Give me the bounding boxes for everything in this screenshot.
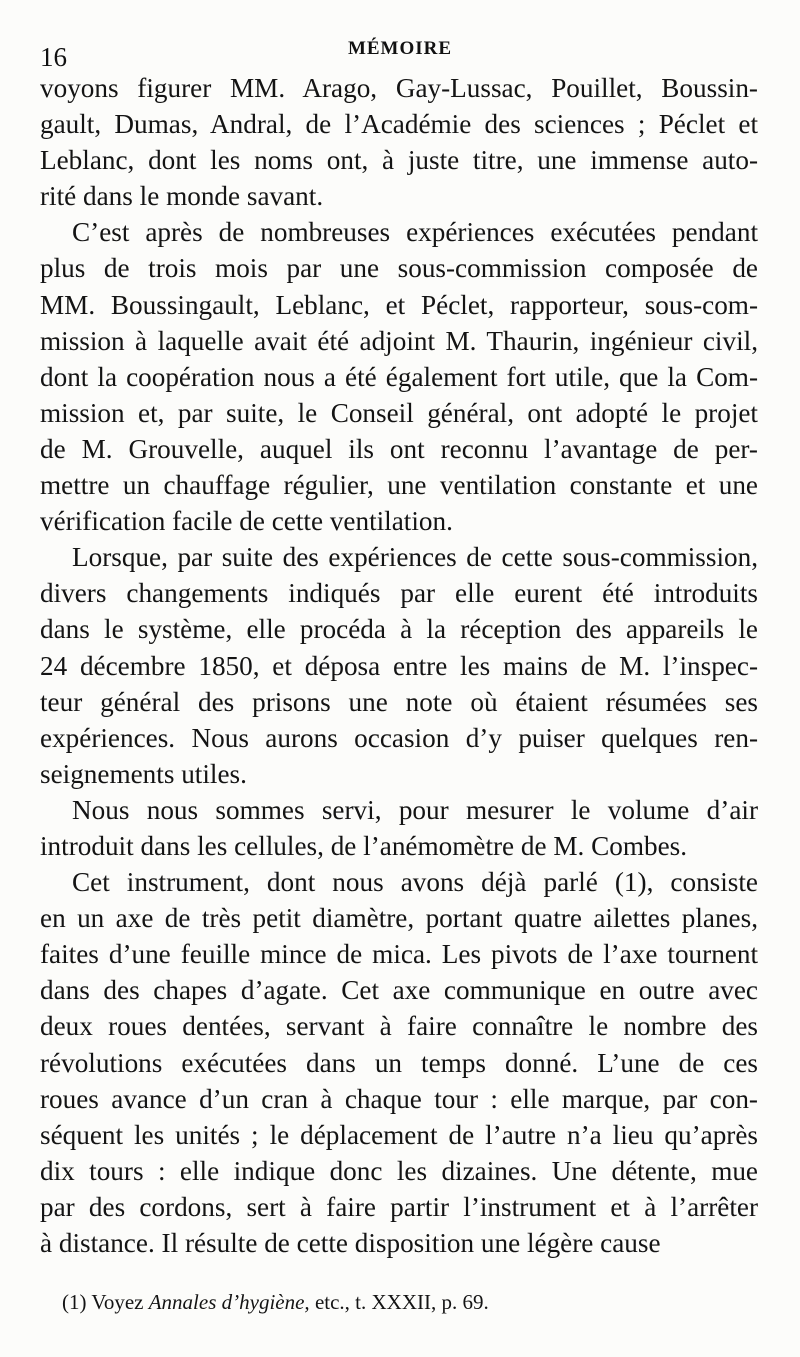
text-line: voyons figurer MM. Arago, Gay-Lussac, Pouillet, Boussin- (40, 73, 758, 103)
text-line: dix tours : elle indique donc les dizaines. Une détente, mue (40, 1155, 758, 1186)
text-line: teur général des prisons une note où étaient résumées ses (40, 686, 758, 717)
footnote-italic-title: Annales d’hygiène, (148, 1290, 310, 1314)
text-line: gault, Dumas, Andral, de l’Académie des sciences ; Péclet et (40, 109, 758, 140)
paragraph (40, 792, 758, 864)
text-line: de M. Grouvelle, auquel ils ont reconnu l’avantage de per- (40, 433, 758, 464)
text-line: dans le système, elle procéda à la réception des appareils le (40, 614, 758, 645)
footnote-text-after: etc., t. XXXII, p. 69. (314, 1290, 489, 1314)
text-line: deux roues dentées, servant à faire connaître le nombre des (40, 1011, 758, 1042)
paragraph (40, 864, 758, 1261)
paragraph (40, 539, 758, 792)
text-line: révolutions exécutées dans un temps donné. L’une de ces (40, 1047, 758, 1078)
text-line: Nous nous sommes servi, pour mesurer le volume d’air (72, 794, 758, 825)
text-line: dont la coopération nous a été également fort utile, que la Com- (40, 361, 758, 392)
text-line: Cet instrument, dont nous avons déjà parlé (1), consiste (72, 867, 758, 898)
text-line: en un axe de très petit diamètre, portant quatre ailettes planes, (40, 903, 758, 934)
footnote-text-before: Voyez (91, 1290, 144, 1314)
text-line: Leblanc, dont les noms ont, à juste titre, une immense auto- (40, 145, 758, 176)
text-line: mission et, par suite, le Conseil général, ont adopté le projet (40, 397, 758, 428)
text-line: MM. Boussingault, Leblanc, et Péclet, rapporteur, sous-com- (40, 289, 758, 320)
text-line: dans des chapes d’agate. Cet axe communique en outre avec (40, 975, 758, 1006)
paragraph (40, 214, 758, 539)
body-text (40, 70, 758, 1261)
text-line: divers changements indiqués par elle eurent été introduits (40, 578, 758, 609)
footnote-marker: (1) (62, 1290, 87, 1314)
footnote (62, 1290, 489, 1315)
running-title: MÉMOIRE (347, 38, 453, 59)
text-line: mettre un chauffage régulier, une ventilation constante et une (40, 470, 758, 501)
text-line: 24 décembre 1850, et déposa entre les mains de M. l’inspec- (40, 650, 758, 681)
text-line: séquent les unités ; le déplacement de l’autre n’a lieu qu’après (40, 1119, 758, 1150)
text-line: seignements utiles. (40, 758, 247, 789)
text-line: vérification facile de cette ventilation. (40, 506, 453, 537)
text-line: Lorsque, par suite des expériences de cette sous-commission, (72, 542, 758, 573)
text-line: à distance. Il résulte de cette disposition une légère cause (40, 1228, 661, 1258)
text-line: plus de trois mois par une sous-commission composée de (40, 253, 758, 284)
text-line: expériences. Nous aurons occasion d’y puiser quelques ren- (40, 722, 758, 753)
text-line: mission à laquelle avait été adjoint M. Thaurin, ingénieur civil, (40, 325, 758, 356)
paragraph (40, 70, 758, 214)
text-line: roues avance d’un cran à chaque tour : elle marque, par con- (40, 1083, 758, 1114)
page-number: 16 (40, 42, 67, 72)
text-line: rité dans le monde savant. (40, 181, 324, 212)
text-line: C’est après de nombreuses expériences exécutées pendant (72, 217, 758, 248)
text-line: introduit dans les cellules, de l’anémomètre de M. Combes. (40, 830, 688, 861)
page-header (40, 34, 760, 74)
text-line: faites d’une feuille mince de mica. Les pivots de l’axe tournent (40, 939, 758, 970)
text-line: par des cordons, sert à faire partir l’instrument et à l’arrêter (40, 1191, 758, 1222)
